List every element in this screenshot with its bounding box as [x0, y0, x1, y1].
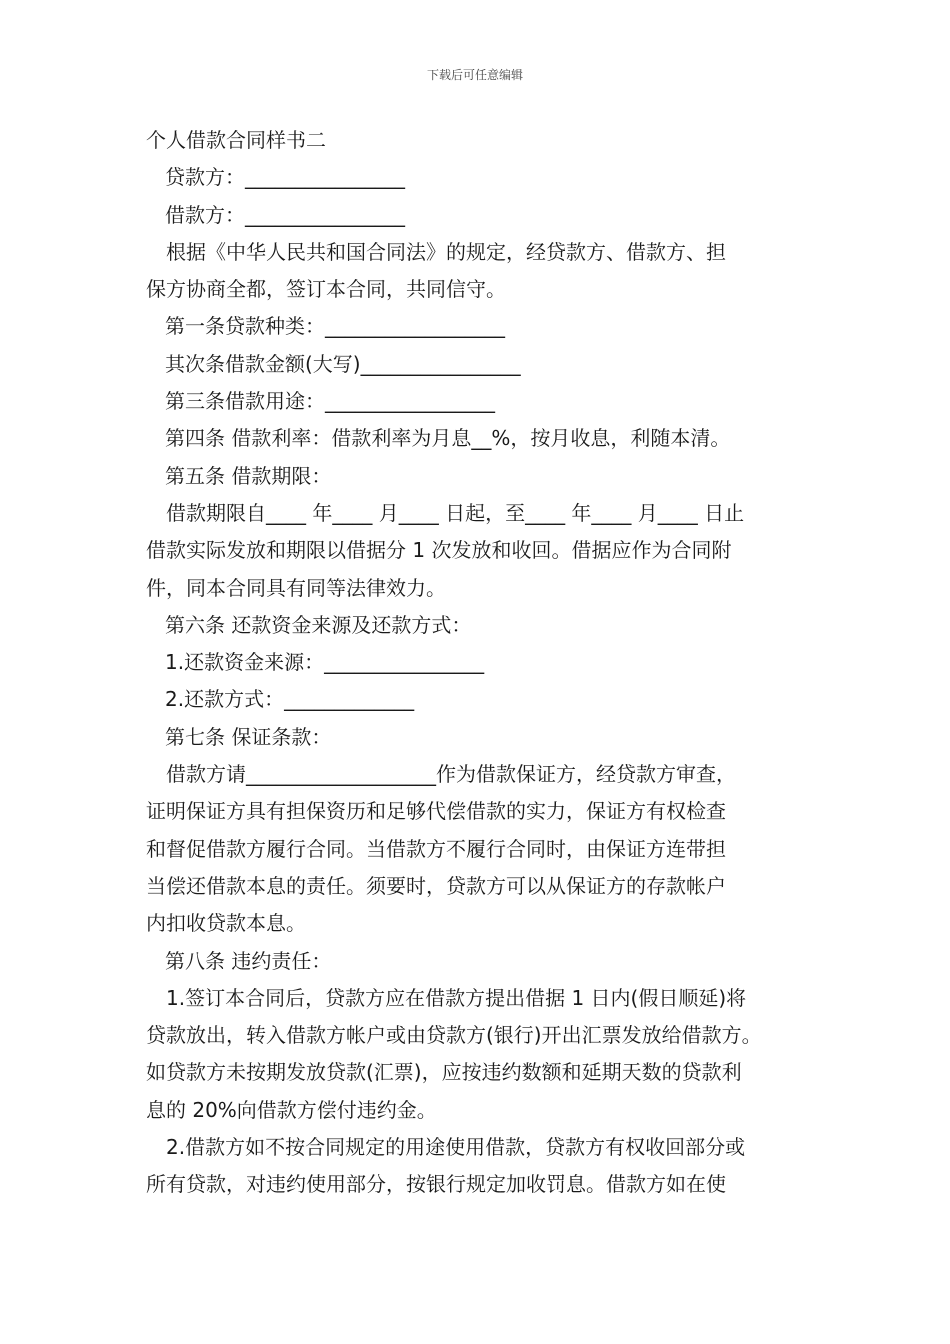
lender-field: 贷款方：________________ — [165, 165, 405, 190]
document-title: 个人借款合同样书二 — [146, 128, 326, 152]
paragraph-line: 借款方请___________________作为借款保证方，经贷款方审查， — [166, 762, 736, 787]
paragraph-line: 借款期限自____ 年____ 月____ 日起，至____ 年____ 月____ 日止 — [166, 500, 745, 525]
list-item: 2.还款方式：_____________ — [165, 687, 415, 712]
paragraph-line: 2.借款方如不按合同规定的用途使用借款，贷款方有权收回部分或 — [166, 1135, 746, 1160]
paragraph-line: 保方协商全都，签订本合同，共同信守。 — [146, 277, 506, 302]
paragraph-line: 息的 20%向借款方偿付违约金。 — [146, 1097, 437, 1122]
clause-heading: 第四条 借款利率：借款利率为月息__%，按月收息，利随本清。 — [165, 426, 731, 451]
page-header: 下载后可任意编辑 — [426, 68, 523, 82]
clause-heading: 第八条 违约责任： — [165, 948, 332, 973]
paragraph-line: 证明保证方具有担保资历和足够代偿借款的实力，保证方有权检查 — [146, 799, 726, 824]
clause-heading: 第一条贷款种类：__________________ — [165, 314, 505, 339]
clause-heading: 第六条 还款资金来源及还款方式： — [165, 612, 472, 637]
paragraph-line: 根据《中华人民共和国合同法》的规定，经贷款方、借款方、担 — [166, 239, 726, 264]
paragraph-line: 和督促借款方履行合同。当借款方不履行合同时，由保证方连带担 — [146, 836, 726, 861]
clause-heading: 第七条 保证条款： — [165, 724, 332, 749]
paragraph-line: 借款实际发放和期限以借据分 1 次发放和收回。借据应作为合同附 — [146, 538, 732, 563]
paragraph-line: 件，同本合同具有同等法律效力。 — [146, 575, 446, 600]
paragraph-line: 贷款放出，转入借款方帐户或由贷款方(银行)开出汇票发放给借款方。 — [146, 1023, 762, 1048]
document-body — [146, 122, 846, 1204]
list-item: 1.还款资金来源：________________ — [165, 650, 485, 675]
clause-heading: 其次条借款金额(大写)________________ — [165, 351, 521, 376]
paragraph-line: 1.签订本合同后，贷款方应在借款方提出借据 1 日内(假日顺延)将 — [166, 985, 747, 1010]
paragraph-line: 当偿还借款本息的责任。须要时，贷款方可以从保证方的存款帐户 — [146, 873, 726, 898]
clause-heading: 第五条 借款期限： — [165, 463, 332, 488]
paragraph-line: 所有贷款，对违约使用部分，按银行规定加收罚息。借款方如在使 — [146, 1172, 726, 1197]
clause-heading: 第三条借款用途：_________________ — [165, 389, 495, 414]
paragraph-line: 内扣收贷款本息。 — [146, 911, 306, 936]
borrower-field: 借款方：________________ — [165, 202, 405, 227]
paragraph-line: 如贷款方未按期发放贷款(汇票)，应按违约数额和延期天数的贷款利 — [146, 1060, 742, 1085]
